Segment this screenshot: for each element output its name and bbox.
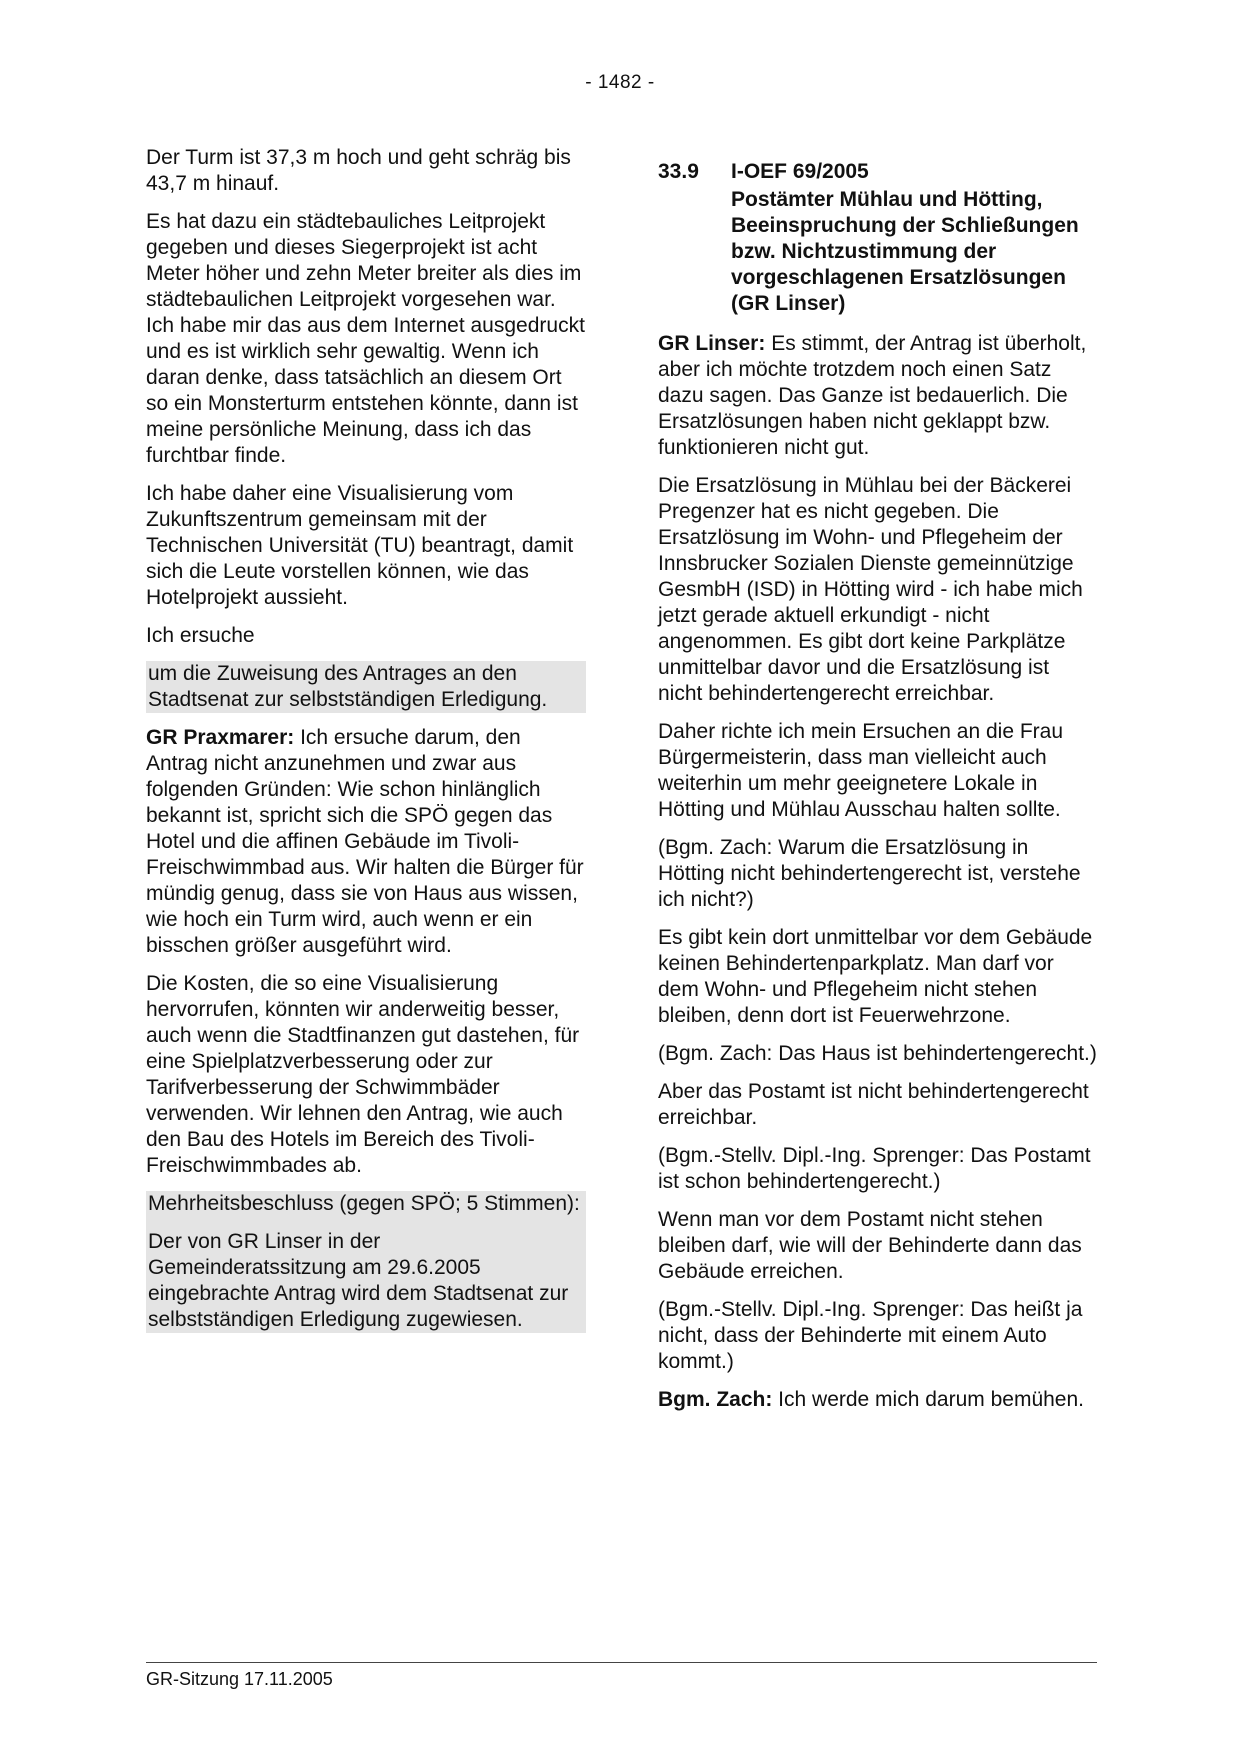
paragraph: Es hat dazu ein städtebauliches Leitprojekt gegeben und dieses Siegerprojekt ist acht Meter höher und zehn Meter breiter als dies im städtebaulichen Leitprojekt vorgesehen war. Ich habe mir das aus dem Internet ausgedruckt und es ist wirklich sehr gewaltig. Wenn ich daran denke, dass tatsächlich an diesem Ort so ein Monsterturm entstehen könnte, dann ist meine persönliche Meinung, dass ich das furchtbar finde.: [146, 210, 585, 467]
paragraph: Aber das Postamt ist nicht behindertengerecht erreichbar.: [658, 1080, 1089, 1129]
footer-text: GR-Sitzung 17.11.2005: [146, 1669, 333, 1689]
speech-paragraph: [658, 1387, 1098, 1413]
resolution-text: Der von GR Linser in der Gemeinderatssitzung am 29.6.2005 eingebrachte Antrag wird dem Stadtsenat zur selbstständigen Erledigung zugewiesen.: [146, 1217, 586, 1333]
interjection: (Bgm. Zach: Warum die Ersatzlösung in Hötting nicht behindertengerecht ist, verstehe ich nicht?): [658, 836, 1081, 911]
left-column: [146, 145, 586, 1345]
speech-text: Ich ersuche darum, den Antrag nicht anzunehmen und zwar aus folgenden Gründen: Wie schon hinlänglich bekannt ist, spricht sich die SPÖ gegen das Hotel und die affinen Gebäude im Tivoli-Freischwimmbad aus. Wir halten die Bürger für mündig genug, dass sie von Haus aus wissen, wie hoch ein Turm wird, auch wenn er ein bisschen größer ausgeführt wird.: [146, 726, 584, 957]
interjection: (Bgm. Zach: Das Haus ist behindertengerecht.): [658, 1042, 1097, 1065]
section-heading: [658, 159, 1098, 185]
section-title: Postämter Mühlau und Hötting, Beeinspruchung der Schließungen bzw. Nichtzustimmung der vorgeschlagenen Ersatzlösungen (GR Linser): [731, 188, 1079, 315]
speech-text: Es stimmt, der Antrag ist überholt, aber ich möchte trotzdem noch einen Satz dazu sagen. Das Ganze ist bedauerlich. Die Ersatzlösungen haben nicht geklappt bzw. funktionieren nicht gut.: [658, 332, 1087, 459]
footer-divider: [146, 1662, 1097, 1663]
page-number: - 1482 -: [585, 72, 655, 93]
paragraph: Es gibt kein dort unmittelbar vor dem Gebäude keinen Behindertenparkplatz. Man darf vor dem Wohn- und Pflegeheim nicht stehen bleiben, denn dort ist Feuerwehrzone.: [658, 926, 1093, 1027]
section-code: I-OEF 69/2005: [731, 160, 869, 183]
speech-paragraph: [658, 331, 1098, 461]
paragraph: Die Kosten, die so eine Visualisierung hervorrufen, könnten wir anderweitig besser, auch wenn die Stadtfinanzen gut dastehen, für eine Spielplatzverbesserung oder zur Tarifverbesserung der Schwimmbäder verwenden. Wir lehnen den Antrag, wie auch den Bau des Hotels im Bereich des Tivoli-Freischwimmbades ab.: [146, 972, 580, 1177]
highlighted-request: um die Zuweisung des Antrages an den Stadtsenat zur selbstständigen Erledigung.: [146, 661, 586, 713]
speech-paragraph: [146, 725, 586, 959]
right-column: [658, 145, 1098, 1425]
speech-text: Ich werde mich darum bemühen.: [772, 1388, 1084, 1411]
speaker-name: GR Linser:: [658, 332, 766, 355]
paragraph: Ich habe daher eine Visualisierung vom Zukunftszentrum gemeinsam mit der Technischen Universität (TU) beantragt, damit sich die Leute vorstellen können, wie das Hotelprojekt aussieht.: [146, 482, 574, 609]
interjection: (Bgm.-Stellv. Dipl.-Ing. Sprenger: Das Postamt ist schon behindertengerecht.): [658, 1144, 1091, 1193]
resolution-label: Mehrheitsbeschluss (gegen SPÖ; 5 Stimmen):: [146, 1191, 586, 1217]
paragraph: Die Ersatzlösung in Mühlau bei der Bäckerei Pregenzer hat es nicht gegeben. Die Ersatzlösung im Wohn- und Pflegeheim der Innsbrucker Sozialen Dienste gemeinnützige GesmbH (ISD) in Hötting wird - ich habe mich jetzt gerade aktuell erkundigt - nicht angenommen. Es gibt dort keine Parkplätze unmittelbar davor und die Ersatzlösung ist nicht behindertengerecht erreichbar.: [658, 474, 1083, 705]
paragraph: Daher richte ich mein Ersuchen an die Frau Bürgermeisterin, dass man vielleicht auch weiterhin um mehr geeignetere Lokale in Hötting und Mühlau Ausschau halten sollte.: [658, 720, 1064, 821]
paragraph: Der Turm ist 37,3 m hoch und geht schräg bis 43,7 m hinauf.: [146, 146, 571, 195]
paragraph: Ich ersuche: [146, 624, 255, 647]
speaker-name: Bgm. Zach:: [658, 1388, 773, 1411]
section-number: 33.9: [658, 160, 699, 183]
paragraph: Wenn man vor dem Postamt nicht stehen bleiben darf, wie will der Behinderte dann das Gebäude erreichen.: [658, 1208, 1082, 1283]
speaker-name: GR Praxmarer:: [146, 726, 295, 749]
interjection: (Bgm.-Stellv. Dipl.-Ing. Sprenger: Das heißt ja nicht, dass der Behinderte mit einem Auto kommt.): [658, 1298, 1083, 1373]
